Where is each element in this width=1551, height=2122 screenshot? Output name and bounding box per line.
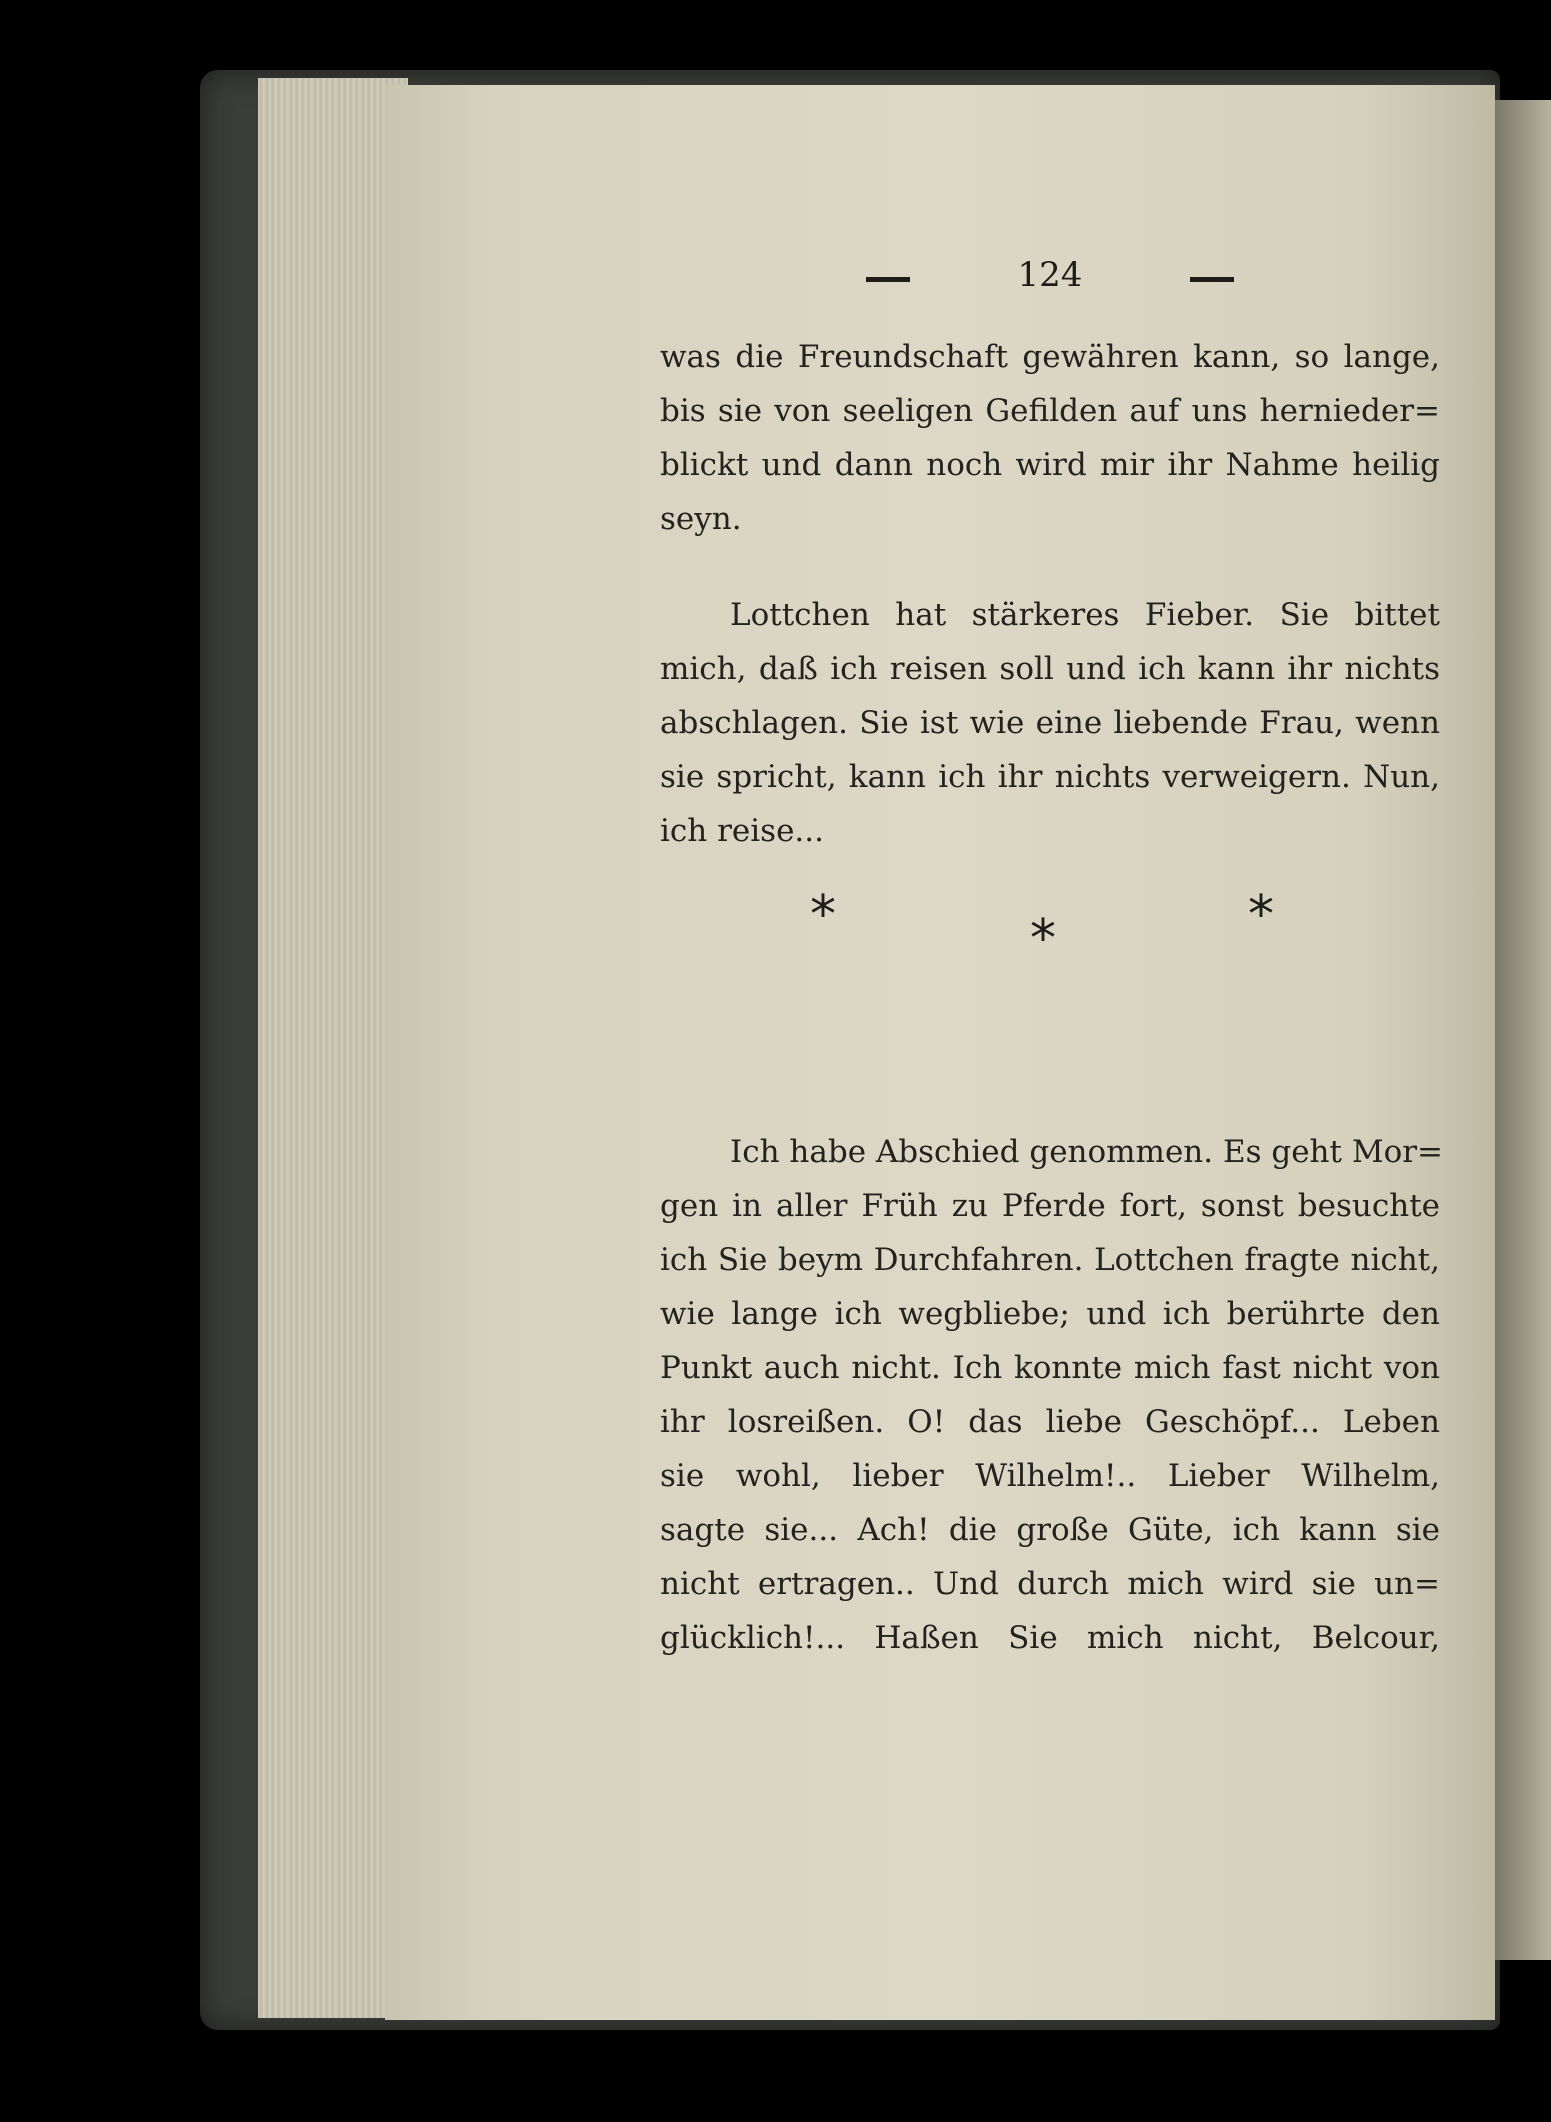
text-line: abschlagen. Sie ist wie eine liebende Frau, wenn	[660, 705, 1440, 741]
text-line: glücklich!... Haßen Sie mich nicht, Belcour,	[660, 1620, 1440, 1656]
header-dash-right	[1190, 277, 1234, 282]
facing-page-edge	[1495, 100, 1551, 1960]
text-line: was die Freundschaft gewähren kann, so lange,	[660, 339, 1440, 375]
separator-asterisk: *	[1030, 909, 1056, 969]
page-number: 124	[1017, 255, 1083, 295]
text-line: mich, daß ich reisen soll und ich kann ihr nichts	[660, 651, 1440, 687]
text-line: blickt und dann noch wird mir ihr Nahme heilig	[660, 447, 1440, 483]
text-line: wie lange ich wegbliebe; und ich berührte den	[660, 1296, 1440, 1332]
text-line: bis sie von seeligen Gefilden auf uns hernieder=	[660, 393, 1440, 429]
paragraph-1	[660, 330, 1440, 546]
text-line: nicht ertragen.. Und durch mich wird sie un=	[660, 1566, 1440, 1602]
paragraph-3	[660, 1125, 1444, 1665]
text-line: ich reise...	[660, 813, 824, 849]
section-separator	[780, 885, 1300, 975]
text-line: sie spricht, kann ich ihr nichts verweigern. Nun,	[660, 759, 1440, 795]
text-line: Ich habe Abschied genommen. Es geht Mor=	[730, 1134, 1444, 1170]
text-line: Punkt auch nicht. Ich konnte mich fast nicht von	[660, 1350, 1440, 1386]
text-line: ich Sie beym Durchfahren. Lottchen fragte nicht,	[660, 1242, 1440, 1278]
text-line: Lottchen hat stärkeres Fieber. Sie bittet	[730, 597, 1440, 633]
separator-asterisk: *	[1248, 885, 1274, 945]
text-line: gen in aller Früh zu Pferde fort, sonst besuchte	[660, 1188, 1440, 1224]
page-header	[860, 255, 1240, 305]
text-line: ihr losreißen. O! das liebe Geschöpf... Leben	[660, 1404, 1440, 1440]
text-line: sie wohl, lieber Wilhelm!.. Lieber Wilhelm,	[660, 1458, 1440, 1494]
text-line: seyn.	[660, 501, 742, 537]
paragraph-2	[660, 588, 1440, 858]
separator-asterisk: *	[810, 885, 836, 945]
text-line: sagte sie... Ach! die große Güte, ich kann sie	[660, 1512, 1440, 1548]
